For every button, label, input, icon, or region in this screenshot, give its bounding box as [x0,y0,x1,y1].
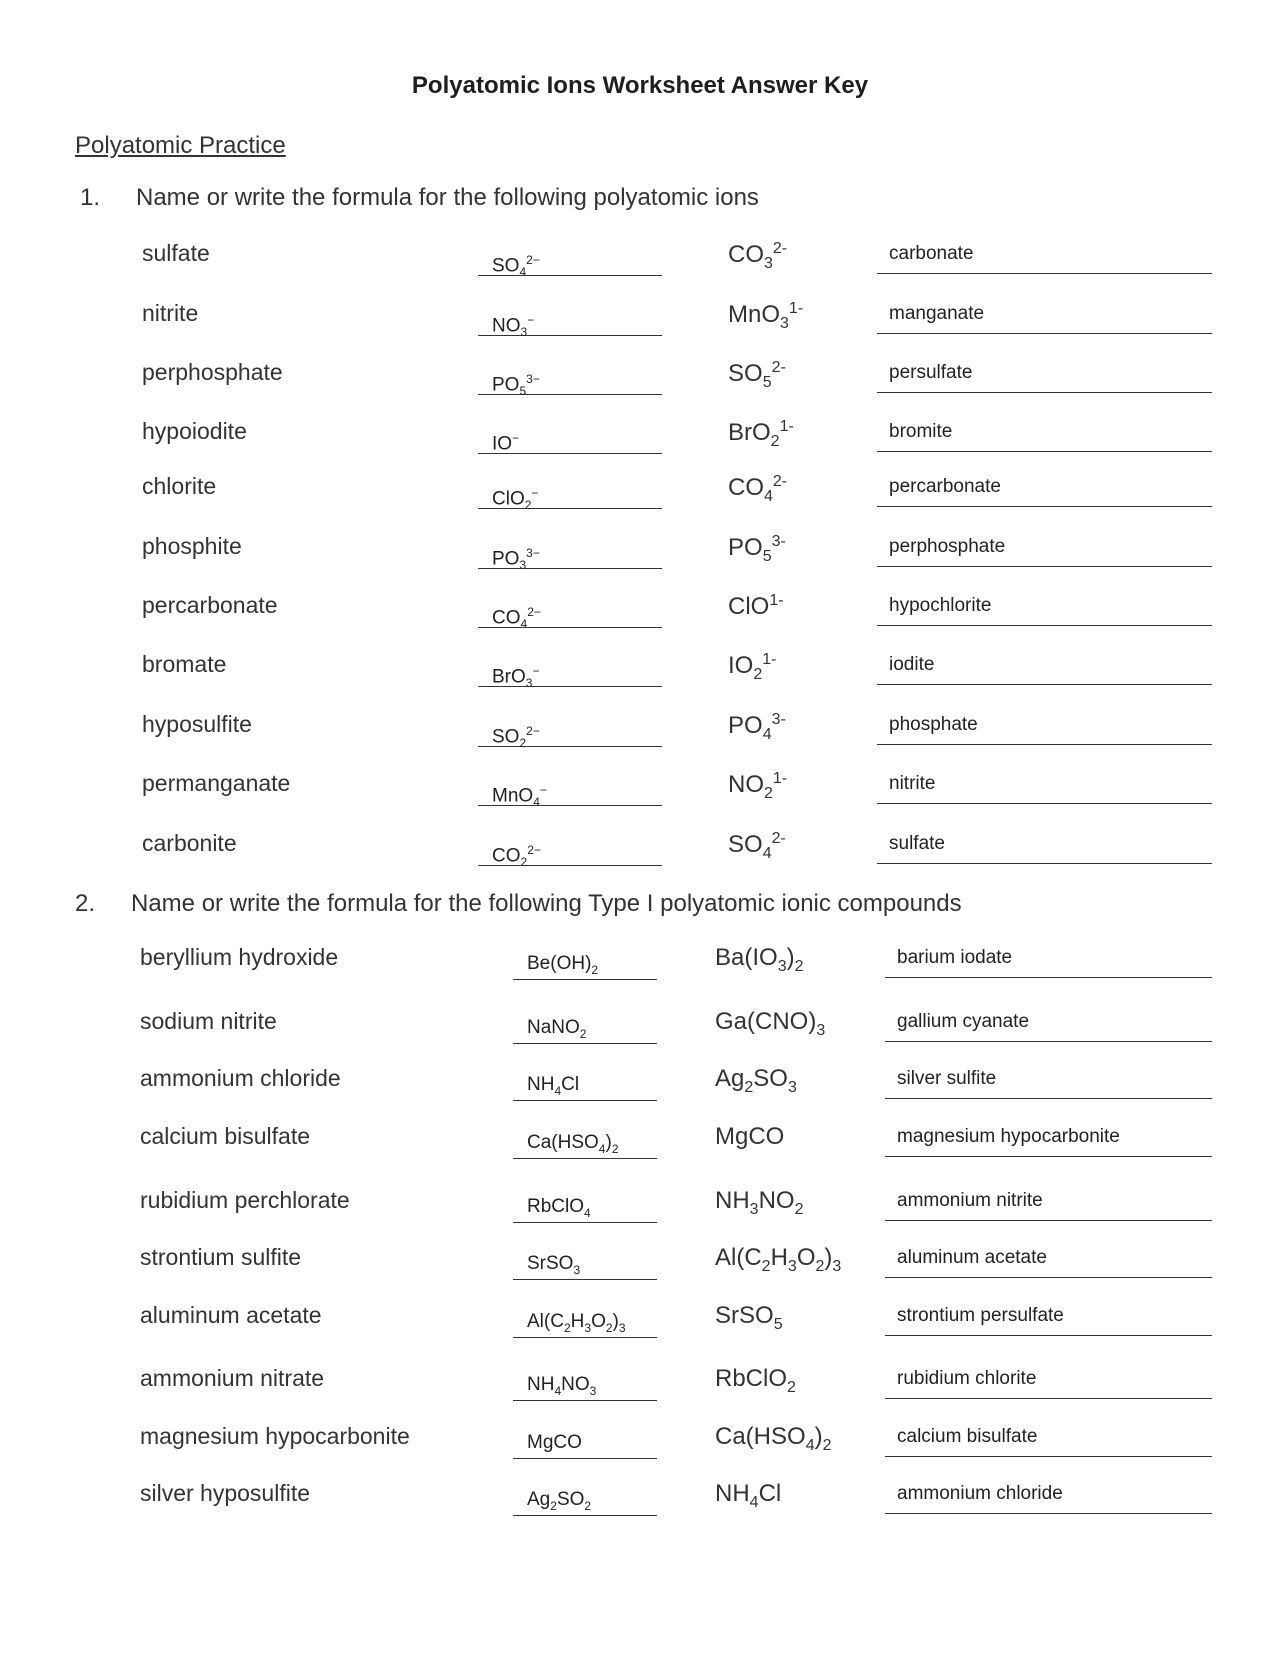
ion-row [0,300,1280,360]
ion-row [0,473,1280,533]
question-text: Name or write the formula for the following Type I polyatomic ionic compounds [131,890,962,917]
ion-row [0,711,1280,771]
given-formula: RbClO$_2$ [715,1365,796,1396]
item-name: nitrite [142,300,199,326]
formula-answer-blank: $NH_4Cl$ [513,1065,657,1101]
compound-row [0,1187,1280,1247]
formula-answer-blank: NaNO$_2$ [513,1008,657,1044]
formula-answer-blank: RbClO$_4$ [513,1187,657,1223]
name-answer-blank: sulfate [877,828,1212,864]
given-formula: $PO_4^{3-}$ [728,711,786,743]
name-answer-blank: ammonium nitrite [885,1185,1212,1221]
compound-row [0,944,1280,1004]
given-formula: $CO_3^{2-}$ [728,240,788,272]
formula-answer-blank: $CO_2^{2-}$ [478,830,662,866]
compound-row [0,1480,1280,1540]
item-name: sulfate [142,240,210,266]
given-formula: $IO_2^{1-}$ [728,651,777,683]
given-formula: $NO_2^{1-}$ [728,770,788,802]
given-formula: $SO_4^{2-}$ [728,830,786,862]
given-formula: $Ag_2SO_3$ [715,1065,797,1096]
name-answer-blank: rubidium chlorite [885,1363,1212,1399]
name-answer-blank: bromite [877,416,1212,452]
item-name: bromate [142,651,227,677]
ion-row [0,240,1280,300]
item-name: ammonium nitrate [140,1365,325,1391]
item-name: ammonium chloride [140,1065,341,1091]
item-name: carbonite [142,830,237,856]
name-answer-blank: strontium persulfate [885,1300,1212,1336]
item-name: rubidium perchlorate [140,1187,350,1213]
given-formula: $Ba(IO_3)_2$ [715,944,804,975]
compound-row [0,1302,1280,1362]
ion-row [0,592,1280,652]
given-formula: MnO$_3^{1-}$ [728,300,804,332]
compound-row [0,1244,1280,1304]
formula-answer-blank: $Ca(HSO_4)_2$ [513,1123,657,1159]
given-formula: SrSO$_5$ [715,1302,783,1333]
name-answer-blank: iodite [877,649,1212,685]
name-answer-blank: magnesium hypocarbonite [885,1121,1212,1157]
item-name: strontium sulfite [140,1244,302,1270]
item-name: sodium nitrite [140,1008,277,1034]
formula-answer-blank: MnO$_4$− [478,770,662,806]
name-answer-blank: gallium cyanate [885,1006,1212,1042]
question-number: 1. [80,184,101,211]
formula-answer-blank: $CO_4^{2-}$ [478,592,662,628]
given-formula: ClO$^{1-}$ [728,592,784,620]
item-name: perphosphate [142,359,283,385]
compound-row [0,1365,1280,1425]
formula-answer-blank: $Ag_2SO_2$ [513,1480,657,1516]
given-formula: $Ca(HSO_4)_2$ [715,1423,832,1454]
name-answer-blank: persulfate [877,357,1212,393]
question-number: 2. [75,890,96,917]
section-label: Polyatomic Practice [75,132,286,159]
given-formula: $NH_4Cl$ [715,1480,782,1511]
given-formula: $SO_5^{2-}$ [728,359,786,391]
given-formula: BrO$_2^{1-}$ [728,418,794,450]
given-formula: $PO_5^{3-}$ [728,533,786,565]
formula-answer-blank: $Al(C_2H_3O_2)_3$ [513,1302,657,1338]
name-answer-blank: nitrite [877,768,1212,804]
compound-row [0,1065,1280,1125]
ion-row [0,418,1280,478]
formula-answer-blank: BrO$_3$− [478,651,662,687]
item-name: hyposulfite [142,711,252,737]
compound-row [0,1123,1280,1183]
formula-answer-blank: MgCO [513,1423,657,1459]
name-answer-blank: percarbonate [877,471,1212,507]
formula-answer-blank: $SO_4^{2-}$ [478,240,662,276]
item-name: beryllium hydroxide [140,944,339,970]
given-formula: $Al(C_2H_3O_2)_3$ [715,1244,842,1275]
name-answer-blank: phosphate [877,709,1212,745]
page-title: Polyatomic Ions Worksheet Answer Key [411,72,869,99]
name-answer-blank: silver sulfite [885,1063,1212,1099]
item-name: magnesium hypocarbonite [140,1423,410,1449]
item-name: chlorite [142,473,217,499]
given-formula: $NH_3NO_2$ [715,1187,804,1218]
compound-row [0,1423,1280,1483]
ion-row [0,359,1280,419]
name-answer-blank: ammonium chloride [885,1478,1212,1514]
formula-answer-blank: $Be(OH)_2$ [513,944,657,980]
name-answer-blank: barium iodate [885,942,1212,978]
item-name: percarbonate [142,592,278,618]
given-formula: MgCO [715,1123,785,1150]
formula-answer-blank: $PO_3^{3-}$ [478,533,662,569]
ion-row [0,651,1280,711]
ion-row [0,830,1280,890]
given-formula: $CO_4^{2-}$ [728,473,788,505]
name-answer-blank: calcium bisulfate [885,1421,1212,1457]
formula-answer-blank: $NH_4NO_3$ [513,1365,657,1401]
item-name: calcium bisulfate [140,1123,311,1149]
formula-answer-blank: $PO_5^{3-}$ [478,359,662,395]
formula-answer-blank: IO− [478,418,662,454]
item-name: aluminum acetate [140,1302,322,1328]
formula-answer-blank: ClO$_2$− [478,473,662,509]
item-name: permanganate [142,770,291,796]
ion-row [0,770,1280,830]
formula-answer-blank: $SO_2^{2-}$ [478,711,662,747]
name-answer-blank: aluminum acetate [885,1242,1212,1278]
formula-answer-blank: SrSO$_3$ [513,1244,657,1280]
question-text: Name or write the formula for the following polyatomic ions [136,184,759,211]
item-name: hypoiodite [142,418,247,444]
name-answer-blank: perphosphate [877,531,1212,567]
ion-row [0,533,1280,593]
item-name: phosphite [142,533,242,559]
given-formula: $Ga(CNO)_3$ [715,1008,826,1039]
name-answer-blank: carbonate [877,238,1212,274]
name-answer-blank: manganate [877,298,1212,334]
formula-answer-blank: $NO_3^-$ [478,300,662,336]
item-name: silver hyposulfite [140,1480,311,1506]
name-answer-blank: hypochlorite [877,590,1212,626]
compound-row [0,1008,1280,1068]
